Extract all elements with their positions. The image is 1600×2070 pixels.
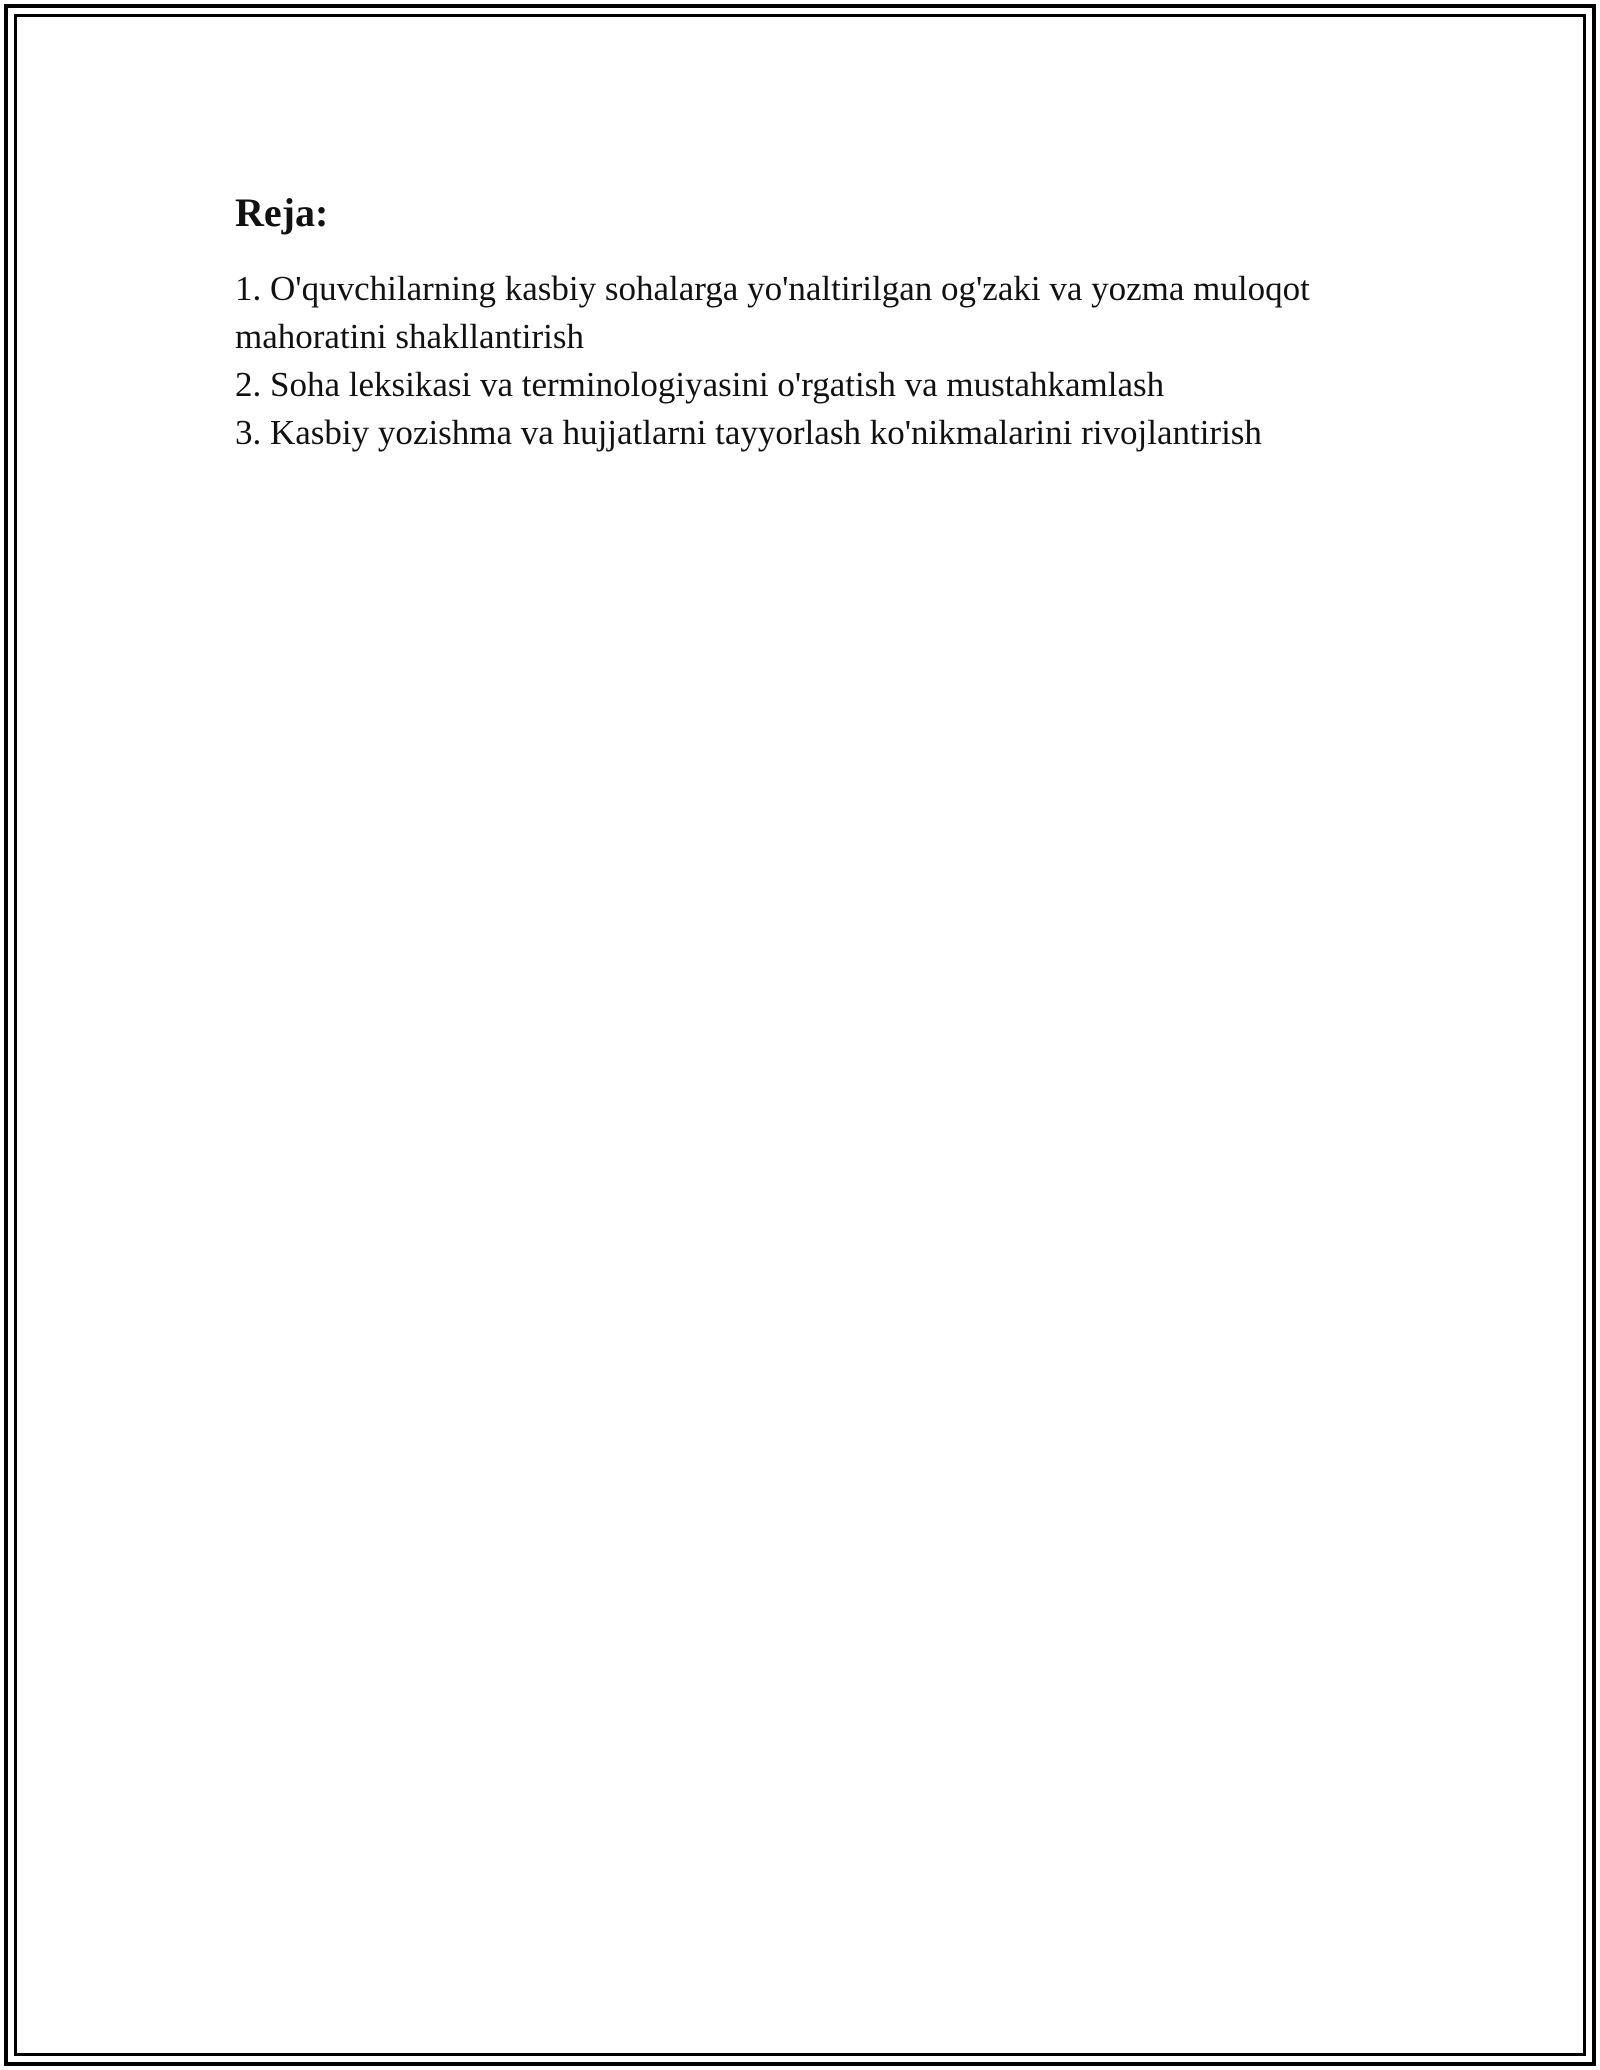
plan-list xyxy=(235,265,1395,457)
plan-item-1: 1. O'quvchilarning kasbiy sohalarga yo'naltirilgan og'zaki va yozma muloqot mahoratini shakllantirish xyxy=(235,269,1310,356)
page-content xyxy=(235,185,1395,457)
plan-item-3: 3. Kasbiy yozishma va hujjatlarni tayyorlash ko'nikmalarini rivojlantirish xyxy=(235,413,1262,452)
plan-item-2: 2. Soha leksikasi va terminologiyasini o'rgatish va mustahkamlash xyxy=(235,365,1165,404)
plan-heading: Reja: xyxy=(235,190,329,235)
